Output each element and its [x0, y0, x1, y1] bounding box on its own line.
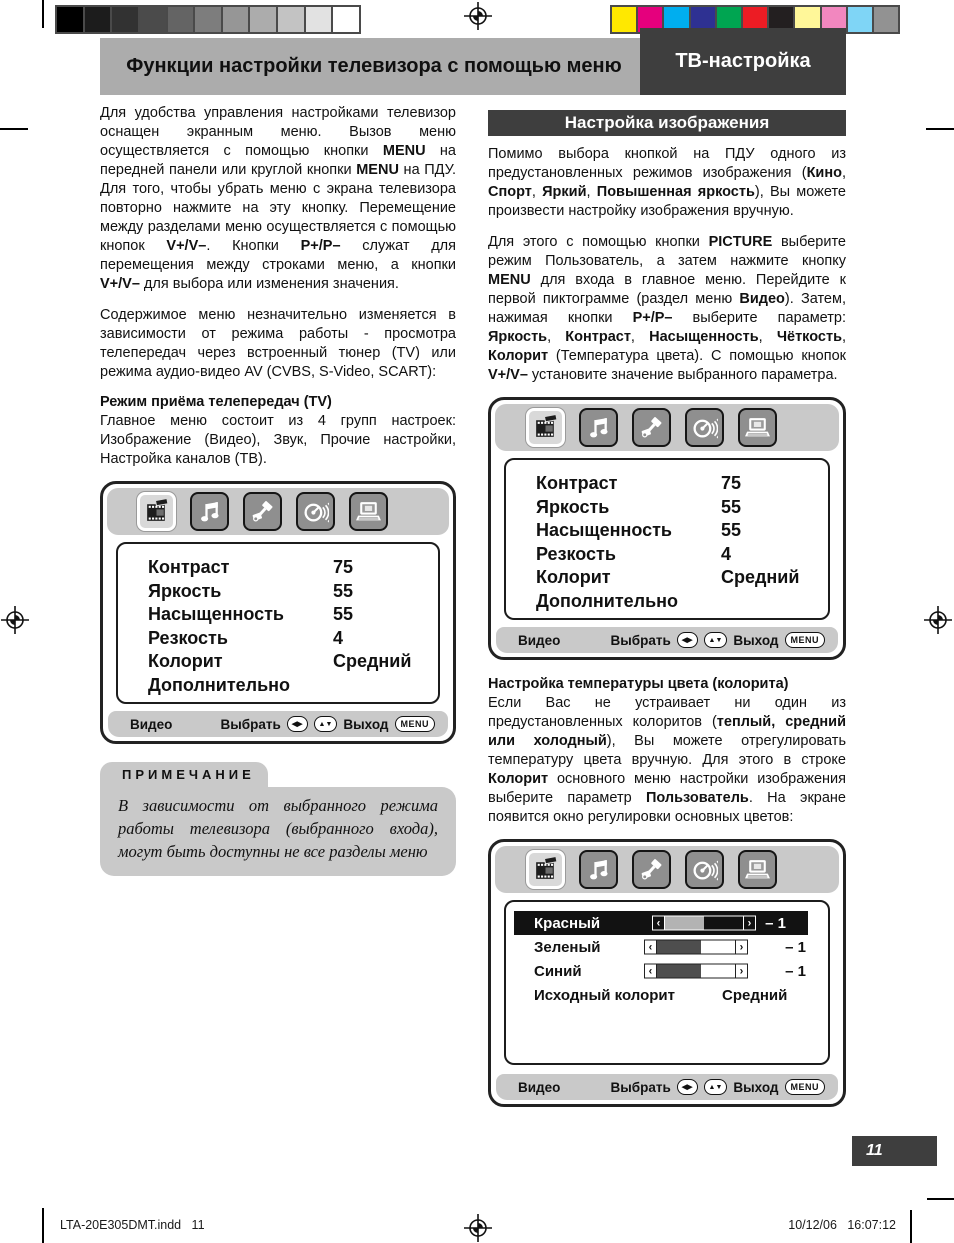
exit-label: Выход	[733, 632, 779, 648]
video-tab-icon	[526, 408, 565, 447]
sound-tab-icon	[579, 850, 618, 889]
exit-label: Выход	[343, 716, 389, 732]
select-label: Выбрать	[610, 1079, 671, 1095]
up-down-arrows-icon: ▲▼	[314, 716, 338, 732]
menu-row	[536, 591, 828, 615]
menu-item-value: 75	[333, 557, 354, 577]
origin-color-value: Средний	[722, 986, 788, 1004]
channels-tab-icon	[685, 408, 724, 447]
calibration-swatch	[306, 7, 334, 32]
color-label: Красный	[534, 914, 601, 932]
color-temp-paragraph: Если Вас не устраивает ни один из предустановленных колоритов (теплый, средний или холодный), Вы можете отрегулировать температуру цвета вручную. Для этого в строке Колорит основного меню настройки изображения выберите параметр Пользователь. На экране появится окно регулировки основных цветов:	[488, 695, 846, 825]
right-column	[488, 110, 846, 1107]
blue-slider	[644, 964, 748, 979]
calibration-swatch	[195, 7, 223, 32]
menu-item-value: Средний	[721, 567, 800, 587]
menu-item-label: Резкость	[148, 627, 228, 648]
footer-datetime: 10/12/06 16:07:12	[788, 1218, 896, 1232]
channels-tab-icon	[685, 850, 724, 889]
menu-icon-band	[107, 488, 449, 535]
crop-mark	[42, 0, 44, 28]
crop-mark	[926, 128, 954, 130]
calibration-swatch	[140, 7, 168, 32]
settings-tab-icon	[243, 492, 282, 531]
settings-tab-icon	[632, 850, 671, 889]
channels-tab-icon	[296, 492, 335, 531]
menu-row	[536, 497, 828, 521]
calibration-swatch	[223, 7, 251, 32]
menu-item-value: 55	[721, 496, 742, 517]
registration-mark-icon	[924, 606, 952, 634]
color-row-red	[514, 911, 808, 935]
menu-list	[116, 542, 440, 704]
menu-item-value: 4	[721, 543, 732, 564]
note-title: ПРИМЕЧАНИЕ	[100, 762, 268, 787]
slider-right-arrow-icon: ›	[735, 940, 748, 955]
menu-item-label: Колорит	[536, 567, 611, 587]
menu-mode-label: Видео	[518, 632, 561, 648]
intro-paragraph: Для удобства управления настройками телевизор оснащен экранным меню. Вызов меню осуществляется с помощью кнопки MENU на передней панели или круглой кнопки MENU на ПДУ. Для того, чтобы убрать меню с экрана телевизора повторно нажмите на эту кнопку. Перемещение между разделами меню осуществляется с помощью кнопок V+/V–. Кнопки P+/P– служат для перемещения между строками меню, а кнопки V+/V– для выбора или изменения значения.	[100, 105, 456, 292]
menu-item-value: 4	[333, 627, 344, 648]
registration-mark-icon	[1, 606, 29, 634]
color-menu-list	[504, 900, 830, 1065]
menu-item-label: Насыщенность	[536, 520, 672, 540]
note-box	[100, 762, 456, 876]
green-slider	[644, 940, 748, 955]
calibration-swatch	[278, 7, 306, 32]
select-label: Выбрать	[610, 632, 671, 648]
footer-filename: LTA-20E305DMT.indd 11	[60, 1218, 205, 1232]
tv-menu-screenshot-1	[100, 481, 456, 744]
menu-icon-band	[495, 846, 839, 893]
up-down-arrows-icon: ▲▼	[704, 632, 728, 648]
menu-icon-band	[495, 404, 839, 451]
menu-item-label: Дополнительно	[536, 590, 679, 611]
page-number-badge: 11	[852, 1136, 937, 1166]
menu-item-label: Резкость	[536, 543, 616, 564]
slider-left-arrow-icon: ‹	[644, 964, 657, 979]
select-label: Выбрать	[220, 716, 281, 732]
display-tab-icon	[349, 492, 388, 531]
menu-item-label: Насыщенность	[148, 604, 284, 624]
tv-menu-screenshot-3	[488, 839, 846, 1107]
menu-item-label: Яркость	[148, 580, 222, 601]
slider-right-arrow-icon: ›	[743, 916, 756, 931]
crop-mark	[0, 128, 28, 130]
picture-adjust-paragraph: Для этого с помощью кнопки PICTURE выберите режим Пользователь, а затем нажмите кнопку MENU для входа в главное меню. Перейдите к первой пиктограмме (раздел меню Видео). Затем, нажимая кнопки P+/P– выберите параметр: Яркость, Контраст, Насыщенность, Чёткость, Колорит (Температура цвета). С помощью кнопок V+/V– установите значение выбранного параметра.	[488, 234, 847, 383]
calibration-swatch	[848, 7, 874, 32]
display-tab-icon	[738, 408, 777, 447]
menu-row	[536, 473, 828, 497]
menu-item-value: 55	[333, 580, 354, 601]
calibration-swatch	[168, 7, 196, 32]
video-tab-icon	[137, 492, 176, 531]
menu-footer-bar	[108, 711, 448, 737]
menu-row	[536, 520, 828, 544]
slider-left-arrow-icon: ‹	[644, 940, 657, 955]
section-tab: ТВ-настройка	[640, 28, 846, 95]
section-heading: Настройка изображения	[488, 110, 846, 136]
calibration-swatch	[85, 7, 113, 32]
red-slider	[652, 916, 756, 931]
calibration-swatch	[112, 7, 140, 32]
menu-row	[148, 675, 438, 699]
slider-right-arrow-icon: ›	[735, 964, 748, 979]
menu-item-label: Контраст	[148, 557, 230, 577]
menu-row	[148, 557, 438, 581]
menu-footer-bar	[496, 1074, 838, 1100]
menu-item-label: Дополнительно	[148, 674, 291, 695]
menu-item-value: 55	[721, 520, 742, 540]
settings-tab-icon	[632, 408, 671, 447]
origin-color-row	[506, 983, 828, 1007]
color-label: Зеленый	[534, 938, 601, 956]
note-text: В зависимости от выбранного режима работы телевизора (выбранного входа), могут быть доступны не все разделы меню	[100, 787, 456, 876]
left-column	[100, 104, 456, 876]
left-right-arrows-icon: ◀▶	[677, 1079, 698, 1095]
color-value: – 1	[785, 962, 806, 980]
registration-mark-icon	[464, 1214, 492, 1242]
tv-mode-subheading: Режим приёма телепередач (TV)	[100, 394, 332, 410]
calibration-swatch	[874, 7, 898, 32]
menu-item-label: Контраст	[536, 473, 618, 493]
menu-content-paragraph: Содержимое меню незначительно изменяется в зависимости от режима работы - просмотра телепередач через встроенный тюнер (TV) или режима аудио-видео AV (CVBS, S-Video, SCART):	[100, 307, 456, 380]
menu-row	[148, 651, 438, 675]
menu-item-value: Средний	[333, 651, 412, 671]
menu-item-label: Колорит	[148, 651, 223, 671]
menu-row	[148, 581, 438, 605]
color-value: – 1	[785, 938, 806, 956]
menu-row	[536, 544, 828, 568]
grayscale-calibration-bar	[55, 5, 361, 34]
menu-item-value: 75	[721, 473, 742, 493]
exit-label: Выход	[733, 1079, 779, 1095]
menu-row	[536, 567, 828, 591]
slider-left-arrow-icon: ‹	[652, 916, 665, 931]
calibration-swatch	[612, 7, 638, 32]
tv-menu-screenshot-2	[488, 397, 846, 660]
color-value: – 1	[765, 914, 786, 932]
menu-button-pill: MENU	[395, 716, 436, 732]
menu-row	[148, 604, 438, 628]
calibration-swatch	[333, 7, 359, 32]
menu-item-label: Яркость	[536, 496, 610, 517]
menu-footer-bar	[496, 627, 838, 653]
menu-button-pill: MENU	[785, 1079, 826, 1095]
calibration-swatch	[57, 7, 85, 32]
registration-mark-icon	[464, 2, 492, 30]
color-label: Синий	[534, 962, 582, 980]
preset-modes-paragraph: Помимо выбора кнопкой на ПДУ одного из предустановленных режимов изображения (Кино, Спорт, Яркий, Повышенная яркость), Вы можете произвести настройку изображения вручную.	[488, 146, 846, 219]
left-right-arrows-icon: ◀▶	[677, 632, 698, 648]
color-row-green	[506, 935, 828, 959]
video-tab-icon	[526, 850, 565, 889]
crop-mark	[42, 1208, 44, 1243]
main-menu-paragraph: Главное меню состоит из 4 групп настроек: Изображение (Видео), Звук, Прочие настройки, Настройка каналов (ТВ).	[100, 413, 456, 467]
sound-tab-icon	[190, 492, 229, 531]
origin-color-label: Исходный колорит	[534, 986, 675, 1004]
color-temp-subheading: Настройка температуры цвета (колорита)	[488, 676, 789, 692]
crop-mark	[927, 1198, 954, 1200]
menu-mode-label: Видео	[518, 1079, 561, 1095]
sound-tab-icon	[579, 408, 618, 447]
menu-mode-label: Видео	[130, 716, 173, 732]
menu-list	[504, 458, 830, 620]
color-row-blue	[506, 959, 828, 983]
left-right-arrows-icon: ◀▶	[287, 716, 308, 732]
menu-button-pill: MENU	[785, 632, 826, 648]
display-tab-icon	[738, 850, 777, 889]
crop-mark	[910, 1210, 912, 1243]
up-down-arrows-icon: ▲▼	[704, 1079, 728, 1095]
calibration-swatch	[250, 7, 278, 32]
menu-row	[148, 628, 438, 652]
menu-item-value: 55	[333, 604, 354, 624]
page-title: Функции настройки телевизора с помощью меню	[126, 55, 622, 77]
